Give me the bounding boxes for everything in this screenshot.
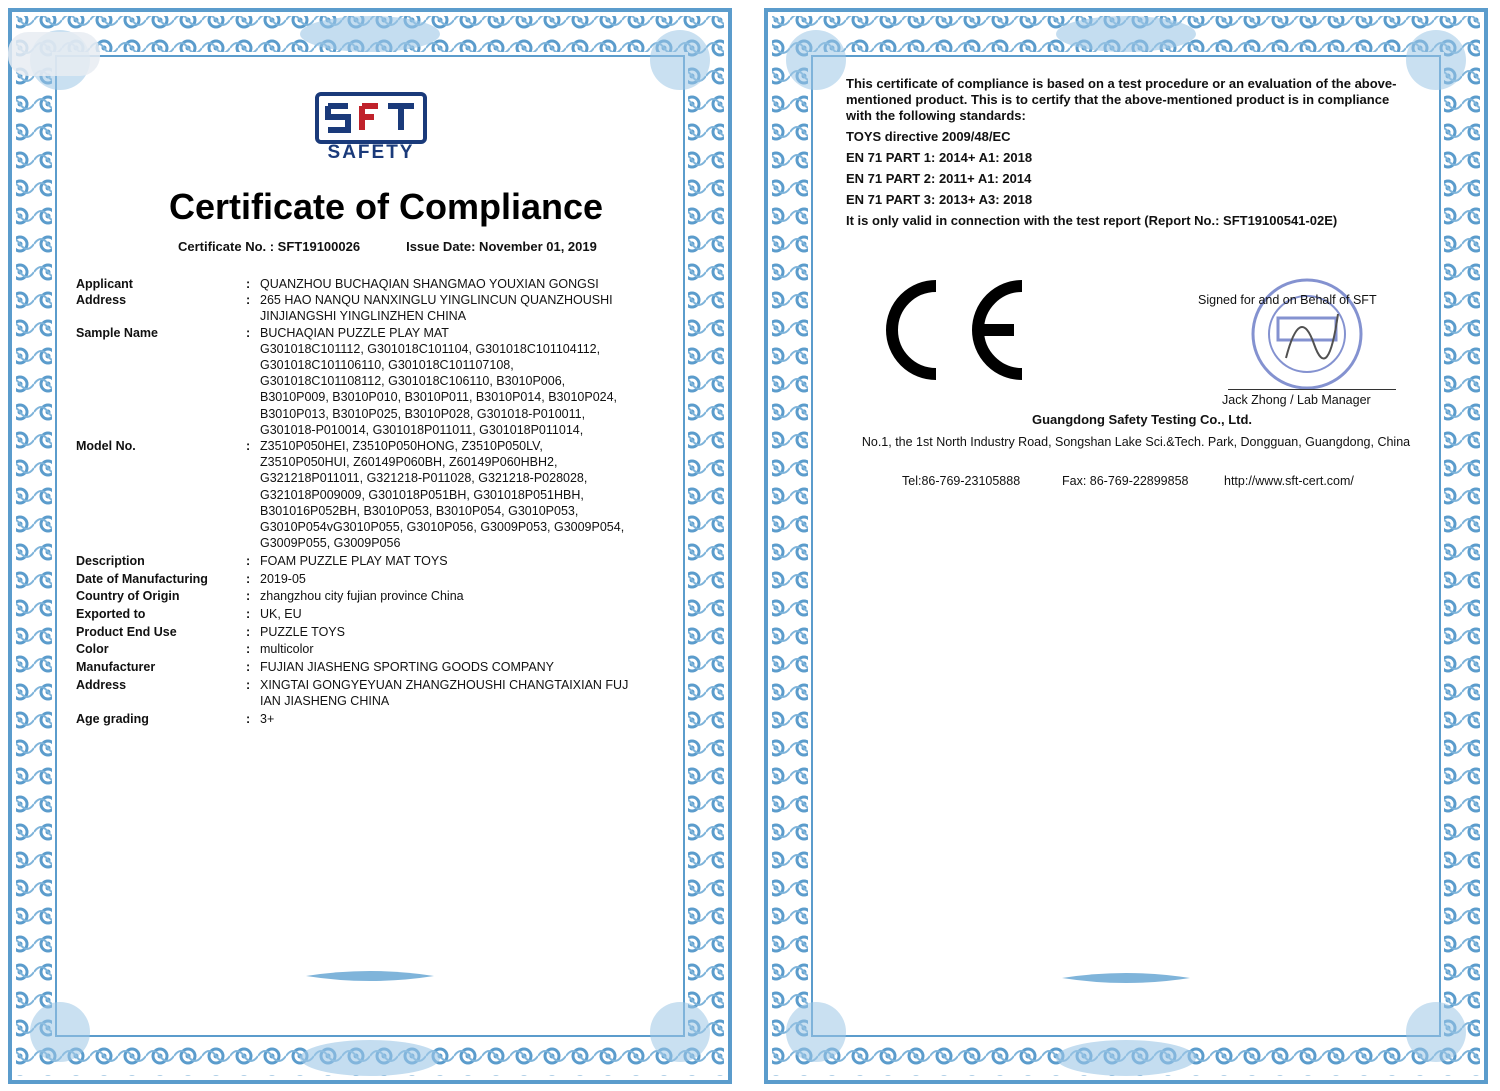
field-value: zhangzhou city fujian province China bbox=[260, 589, 464, 604]
field-label: Address bbox=[76, 293, 127, 308]
certificate-meta bbox=[178, 239, 597, 254]
field-row bbox=[76, 292, 686, 324]
signature-line bbox=[1228, 389, 1396, 390]
field-value: 265 HAO NANQU NANXINGLU YINGLINCUN QUANZHOUSHI JINJIANGSHI YINGLINZHEN CHINA bbox=[260, 293, 613, 324]
field-label: Country of Origin bbox=[76, 589, 180, 604]
standard-item: EN 71 PART 1: 2014+ A1: 2018 bbox=[846, 150, 1033, 165]
field-label: Age grading bbox=[76, 711, 149, 726]
field-value: QUANZHOU BUCHAQIAN SHANGMAO YOUXIAN GONGSI bbox=[260, 277, 599, 291]
field-label: Sample Name bbox=[76, 325, 158, 340]
compliance-intro: This certificate of compliance is based on a test procedure or an evaluation of the above-mentioned product. This is to certify that the above-mentioned product is in compliance with the following standards: bbox=[846, 76, 1397, 124]
field-label: Description bbox=[76, 553, 145, 568]
field-value: Z3510P050HEI, Z3510P050HONG, Z3510P050LV, Z3510P050HUI, Z60149P060BH, Z60149P060HBH2, G321218P011011, G321218-P011028, G321218-P028028, G321018P009009, G301018P051BH, G301018P051HBH, B301016P052BH, B3010P053, B3010P054, G3010P053, G3010P054vG3010P055, G3010P056, G3009P053, G3009P054, G3009P055, G3009P056 bbox=[260, 439, 625, 551]
field-colon: : bbox=[246, 711, 251, 726]
fax: Fax: 86-769-22899858 bbox=[1062, 474, 1189, 488]
field-row bbox=[76, 641, 686, 657]
field-row bbox=[76, 606, 686, 622]
contact-line bbox=[902, 474, 1354, 488]
field-colon: : bbox=[246, 571, 251, 586]
field-row bbox=[76, 276, 686, 292]
certificate-number: Certificate No. : SFT19100026 bbox=[178, 239, 361, 254]
certificate-title: Certificate of Compliance bbox=[168, 186, 604, 227]
field-colon: : bbox=[246, 439, 251, 454]
company-address: No.1, the 1st North Industry Road, Songshan Lake Sci.&Tech. Park, Dongguan, Guangdong, China bbox=[861, 435, 1411, 449]
standard-item: EN 71 PART 2: 2011+ A1: 2014 bbox=[846, 171, 1032, 186]
field-row bbox=[76, 553, 686, 569]
field-label: Address bbox=[76, 677, 127, 692]
field-row bbox=[76, 438, 686, 551]
field-label: Color bbox=[76, 642, 109, 657]
field-value: UK, EU bbox=[260, 607, 302, 622]
field-label: Applicant bbox=[76, 277, 133, 291]
field-label: Date of Manufacturing bbox=[76, 571, 208, 586]
issue-date: Issue Date: November 01, 2019 bbox=[406, 239, 597, 254]
field-row bbox=[76, 624, 686, 640]
field-label: Exported to bbox=[76, 607, 146, 622]
tel: Tel:86-769-23105888 bbox=[902, 474, 1021, 488]
field-value: FOAM PUZZLE PLAY MAT TOYS bbox=[260, 553, 448, 568]
field-label: Model No. bbox=[76, 439, 136, 454]
field-value: multicolor bbox=[260, 642, 314, 657]
field-value: 2019-05 bbox=[260, 571, 306, 586]
website-link[interactable]: http://www.sft-cert.com/ bbox=[1224, 474, 1354, 488]
ce-mark-icon bbox=[862, 274, 1032, 386]
field-colon: : bbox=[246, 624, 251, 639]
field-value: PUZZLE TOYS bbox=[260, 624, 345, 639]
certificate-page-right bbox=[762, 6, 1490, 1086]
company-name: Guangdong Safety Testing Co., Ltd. bbox=[1031, 412, 1253, 427]
field-colon: : bbox=[246, 642, 251, 657]
standard-item: EN 71 PART 3: 2013+ A3: 2018 bbox=[846, 192, 1033, 207]
field-value: BUCHAQIAN PUZZLE PLAY MAT G301018C101112, G301018C101104, G301018C101104112, G301018C101106110, G301018C101107108, G301018C101108112, G301018C106110, B3010P006, B3010P009, B3010P010, B3010P011, B3010P014, B3010P024, B3010P013, B3010P025, B3010P028, G301018-P010011, G301018-P010014, G301018P011011, G301018P011014, bbox=[260, 325, 618, 437]
sft-stamp-icon bbox=[1242, 274, 1372, 394]
standard-item: TOYS directive 2009/48/EC bbox=[846, 129, 1011, 144]
logo-subtitle: SAFETY bbox=[327, 142, 415, 163]
field-colon: : bbox=[246, 277, 251, 291]
field-value: FUJIAN JIASHENG SPORTING GOODS COMPANY bbox=[260, 660, 555, 675]
field-colon: : bbox=[246, 325, 251, 340]
field-label: Product End Use bbox=[76, 624, 177, 639]
field-label: Manufacturer bbox=[76, 660, 156, 675]
field-value: 3+ bbox=[260, 711, 275, 726]
field-row bbox=[76, 659, 686, 675]
corner-watermark bbox=[8, 32, 100, 76]
field-row bbox=[76, 677, 686, 709]
field-colon: : bbox=[246, 607, 251, 622]
field-colon: : bbox=[246, 293, 251, 308]
field-value: XINGTAI GONGYEYUAN ZHANGZHOUSHI CHANGTAIXIAN FUJ IAN JIASHENG CHINA bbox=[260, 677, 629, 709]
field-colon: : bbox=[246, 660, 251, 675]
certificate-page-left bbox=[6, 6, 734, 1086]
standards-list bbox=[846, 126, 1337, 231]
signed-for-text: Signed for and on Behalf of SFT bbox=[1198, 293, 1377, 307]
certificate-fields bbox=[76, 276, 686, 727]
field-colon: : bbox=[246, 589, 251, 604]
field-colon: : bbox=[246, 553, 251, 568]
field-row bbox=[76, 588, 686, 604]
field-row bbox=[76, 325, 686, 438]
field-row bbox=[76, 711, 686, 727]
report-validity: It is only valid in connection with the test report (Report No.: SFT19100541-02E) bbox=[846, 213, 1338, 228]
signer-name: Jack Zhong / Lab Manager bbox=[1222, 393, 1371, 407]
field-colon: : bbox=[246, 677, 251, 692]
field-row bbox=[76, 571, 686, 587]
